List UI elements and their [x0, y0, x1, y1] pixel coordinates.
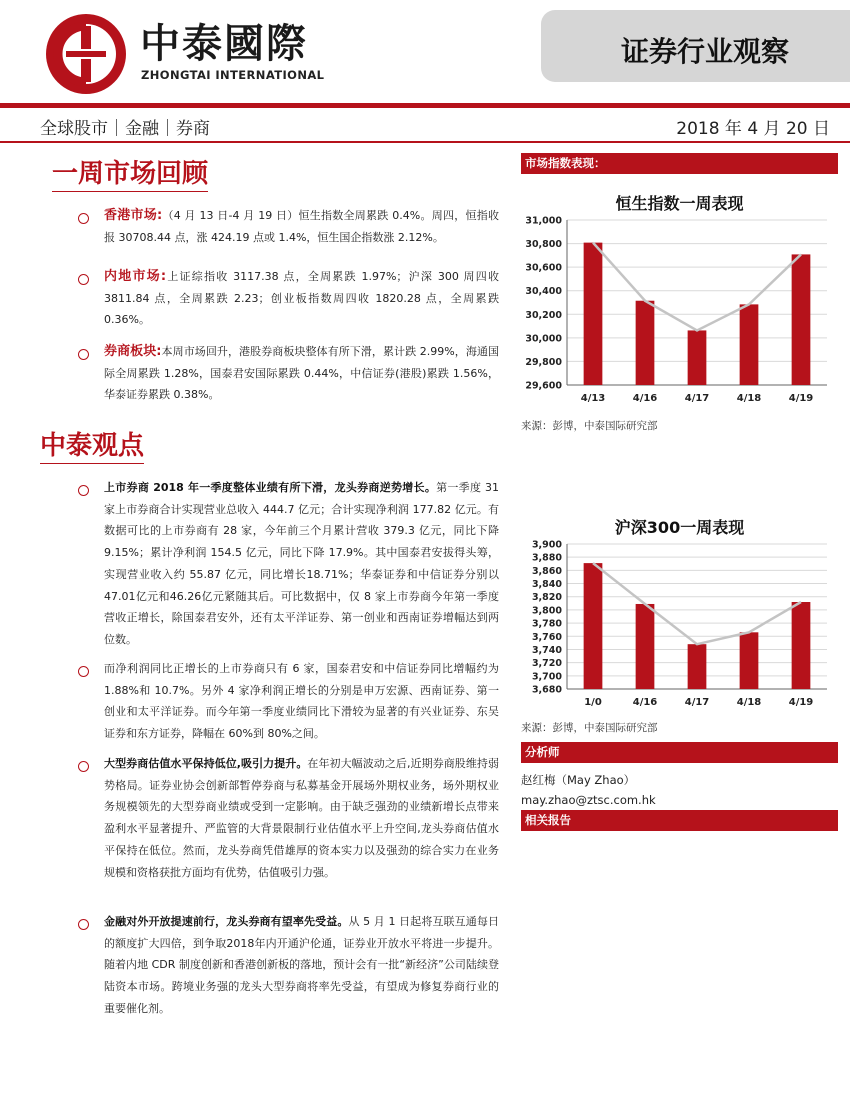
market-item-text: 本周市场回升，港股券商板块整体有所下滑，累计跌 2.99%，海通国际全周累跌 1.28%，国泰君安国际累跌 0.44%，中信证券(港股)累跌 1.56%，华泰证券累跌 0.38%。: [104, 345, 499, 402]
market-item-mainland: [104, 266, 499, 331]
bullet-icon: [78, 274, 89, 285]
y-tick-label: 31,000: [525, 215, 562, 227]
report-type-title: 证券行业观察: [620, 35, 789, 68]
csi300-bar-chart: [521, 536, 838, 714]
y-tick-label: 3,680: [531, 684, 562, 696]
y-tick-label: 29,800: [525, 356, 562, 368]
analyst-header: 分析师: [521, 742, 838, 763]
logo-english: ZHONGTAI INTERNATIONAL: [141, 68, 325, 82]
index-performance-header: 市场指数表现：: [521, 153, 838, 174]
trend-line: [593, 563, 801, 644]
view-item-opening-up: [104, 911, 499, 1020]
section-title-market-review: 一周市场回顾: [52, 153, 208, 192]
chart-title-csi300: 沪深300一周表现: [614, 518, 745, 537]
bar: [792, 602, 811, 689]
y-tick-label: 29,600: [525, 380, 562, 392]
bar: [792, 254, 811, 385]
bullet-icon: [78, 919, 89, 930]
x-tick-label: 4/17: [684, 697, 710, 708]
bullet-icon: [78, 485, 89, 496]
x-tick-label: 4/19: [788, 393, 814, 404]
x-tick-label: 4/18: [736, 393, 762, 404]
analyst-name: 赵红梅（May Zhao）: [521, 773, 636, 787]
y-tick-label: 30,200: [525, 309, 562, 321]
bar: [740, 304, 759, 385]
y-tick-label: 30,000: [525, 333, 562, 345]
subheader-divider: [0, 141, 850, 143]
y-tick-label: 3,860: [531, 565, 562, 577]
y-tick-label: 3,900: [531, 539, 562, 551]
chart-source-csi300: 来源：彭博，中泰国际研究部: [521, 722, 658, 734]
view-item-q1-results: [104, 477, 499, 651]
y-tick-label: 3,840: [531, 579, 562, 591]
bar: [688, 330, 707, 385]
bar: [636, 301, 655, 385]
view-item-text: 在年初大幅波动之后,近期券商股维持弱势格局。证券业协会创新部暂停券商与私募基金开展场外期权业务，场外期权业务规模领先的大型券商业绩或受到一定影响。由于缺乏强劲的业绩新增长点带来盈利水平显著提升、严监管的大背景限制行业估值水平上升空间,龙头券商估值水平保持在低位。然而，龙头券商凭借雄厚的资本实力以及强劲的综合实力在业务规模和资格获批方面均有优势，估值吸引力强。: [104, 757, 499, 879]
y-tick-label: 30,800: [525, 239, 562, 251]
trend-line: [593, 243, 801, 331]
view-item-text: 从 5 月 1 日起将互联互通每日的额度扩大四倍，到争取2018年内开通沪伦通，证券业开放水平将进一步提升。随着内地 CDR 制度创新和香港创新板的落地，预计会有一批“新经济”公司陆续登陆资本市场。跨境业务强的龙头大型券商将率先受益，有望成为修复券商行业的重要催化剂。: [104, 915, 499, 1015]
view-item-net-profit: [104, 658, 499, 745]
y-tick-label: 30,600: [525, 262, 562, 274]
bar: [688, 644, 707, 689]
bullet-icon: [78, 666, 89, 677]
section-title-zhongtai-view: 中泰观点: [40, 425, 144, 464]
x-tick-label: 1/0: [584, 697, 602, 708]
related-reports-header: 相关报告: [521, 810, 838, 831]
chart-title-hsi: 恒生指数一周表现: [615, 194, 744, 213]
bullet-icon: [78, 761, 89, 772]
x-tick-label: 4/18: [736, 697, 762, 708]
view-item-lead: 上市券商 2018 年一季度整体业绩有所下滑，龙头券商逆势增长。: [104, 481, 437, 494]
bar: [636, 604, 655, 689]
bullet-icon: [78, 349, 89, 360]
sector-breadcrumb: 全球股市｜金融｜券商: [40, 119, 210, 139]
market-item-label: 香港市场:: [104, 208, 163, 223]
market-item-label: 券商板块:: [104, 344, 162, 359]
view-item-text: 而净利润同比正增长的上市券商只有 6 家，国泰君安和中信证券同比增幅约为 1.88%和 10.7%。另外 4 家净利润正增长的分别是申万宏源、西南证券、第一创业和太平洋证券。而今年第一季度业绩同比下滑较为显著的有兴业证券、东吴证券和东方证券，降幅在 60%到 80%之间。: [104, 662, 499, 741]
report-date: 2018 年 4 月 20 日: [676, 119, 830, 139]
logo-wordmark: 中泰國際: [140, 21, 308, 67]
market-item-label: 内地市场:: [104, 269, 167, 284]
y-tick-label: 3,820: [531, 592, 562, 604]
bullet-icon: [78, 213, 89, 224]
bar: [584, 563, 603, 689]
y-tick-label: 30,400: [525, 286, 562, 298]
x-tick-label: 4/13: [580, 393, 606, 404]
view-item-valuation: [104, 753, 499, 883]
y-tick-label: 3,880: [531, 552, 562, 564]
y-tick-label: 3,800: [531, 605, 562, 617]
y-tick-label: 3,760: [531, 631, 562, 643]
x-tick-label: 4/16: [632, 697, 658, 708]
analyst-email[interactable]: may.zhao@ztsc.com.hk: [521, 793, 656, 807]
y-tick-label: 3,780: [531, 618, 562, 630]
market-item-brokers: [104, 341, 499, 406]
bar: [584, 243, 603, 385]
chart-source-hsi: 来源：彭博，中泰国际研究部: [521, 420, 658, 432]
y-tick-label: 3,720: [531, 658, 562, 670]
x-tick-label: 4/17: [684, 393, 710, 404]
market-item-text: （4 月 13 日-4 月 19 日）恒生指数全周累跌 0.4%。周四，恒指收报 30708.44 点，涨 424.19 点或 1.4%，恒生国企指数涨 2.12%。: [104, 209, 499, 244]
zhongtai-logo-icon: [44, 12, 128, 96]
bar: [740, 632, 759, 689]
hsi-bar-chart: [521, 212, 838, 412]
market-item-hk: [104, 205, 499, 248]
header-divider: [0, 103, 850, 108]
x-tick-label: 4/19: [788, 697, 814, 708]
view-item-lead: 金融对外开放提速前行，龙头券商有望率先受益。: [104, 915, 349, 928]
y-tick-label: 3,700: [531, 671, 562, 683]
x-tick-label: 4/16: [632, 393, 658, 404]
y-tick-label: 3,740: [531, 644, 562, 656]
view-item-text: 第一季度 31 家上市券商合计实现营业总收入 444.7 亿元；合计实现净利润 177.82 亿元。有数据可比的上市券商有 28 家，今年前三个月累计营收 379.3 亿元，同比下降 9.15%；累计净利润 154.5 亿元，同比下降 17.9%。其中国泰君安拔得头筹，实现营业收入约 55.87 亿元，同比增长18.71%；华泰证券和中信证券分别以47.01亿元和46.26亿元紧随其后。可比数据中，仅 8 家上市券商今年第一季度营收正增长，除国泰君安外，还有太平洋证券、第一创业和西南证券增幅达到两位数。: [104, 481, 499, 646]
market-item-text: 上证综指收 3117.38 点，全周累跌 1.97%；沪深 300 周四收 3811.84 点，全周累跌 2.23；创业板指数周四收 1820.28 点，全周累跌 0.36%。: [104, 270, 499, 327]
view-item-lead: 大型券商估值水平保持低位,吸引力提升。: [104, 757, 308, 770]
